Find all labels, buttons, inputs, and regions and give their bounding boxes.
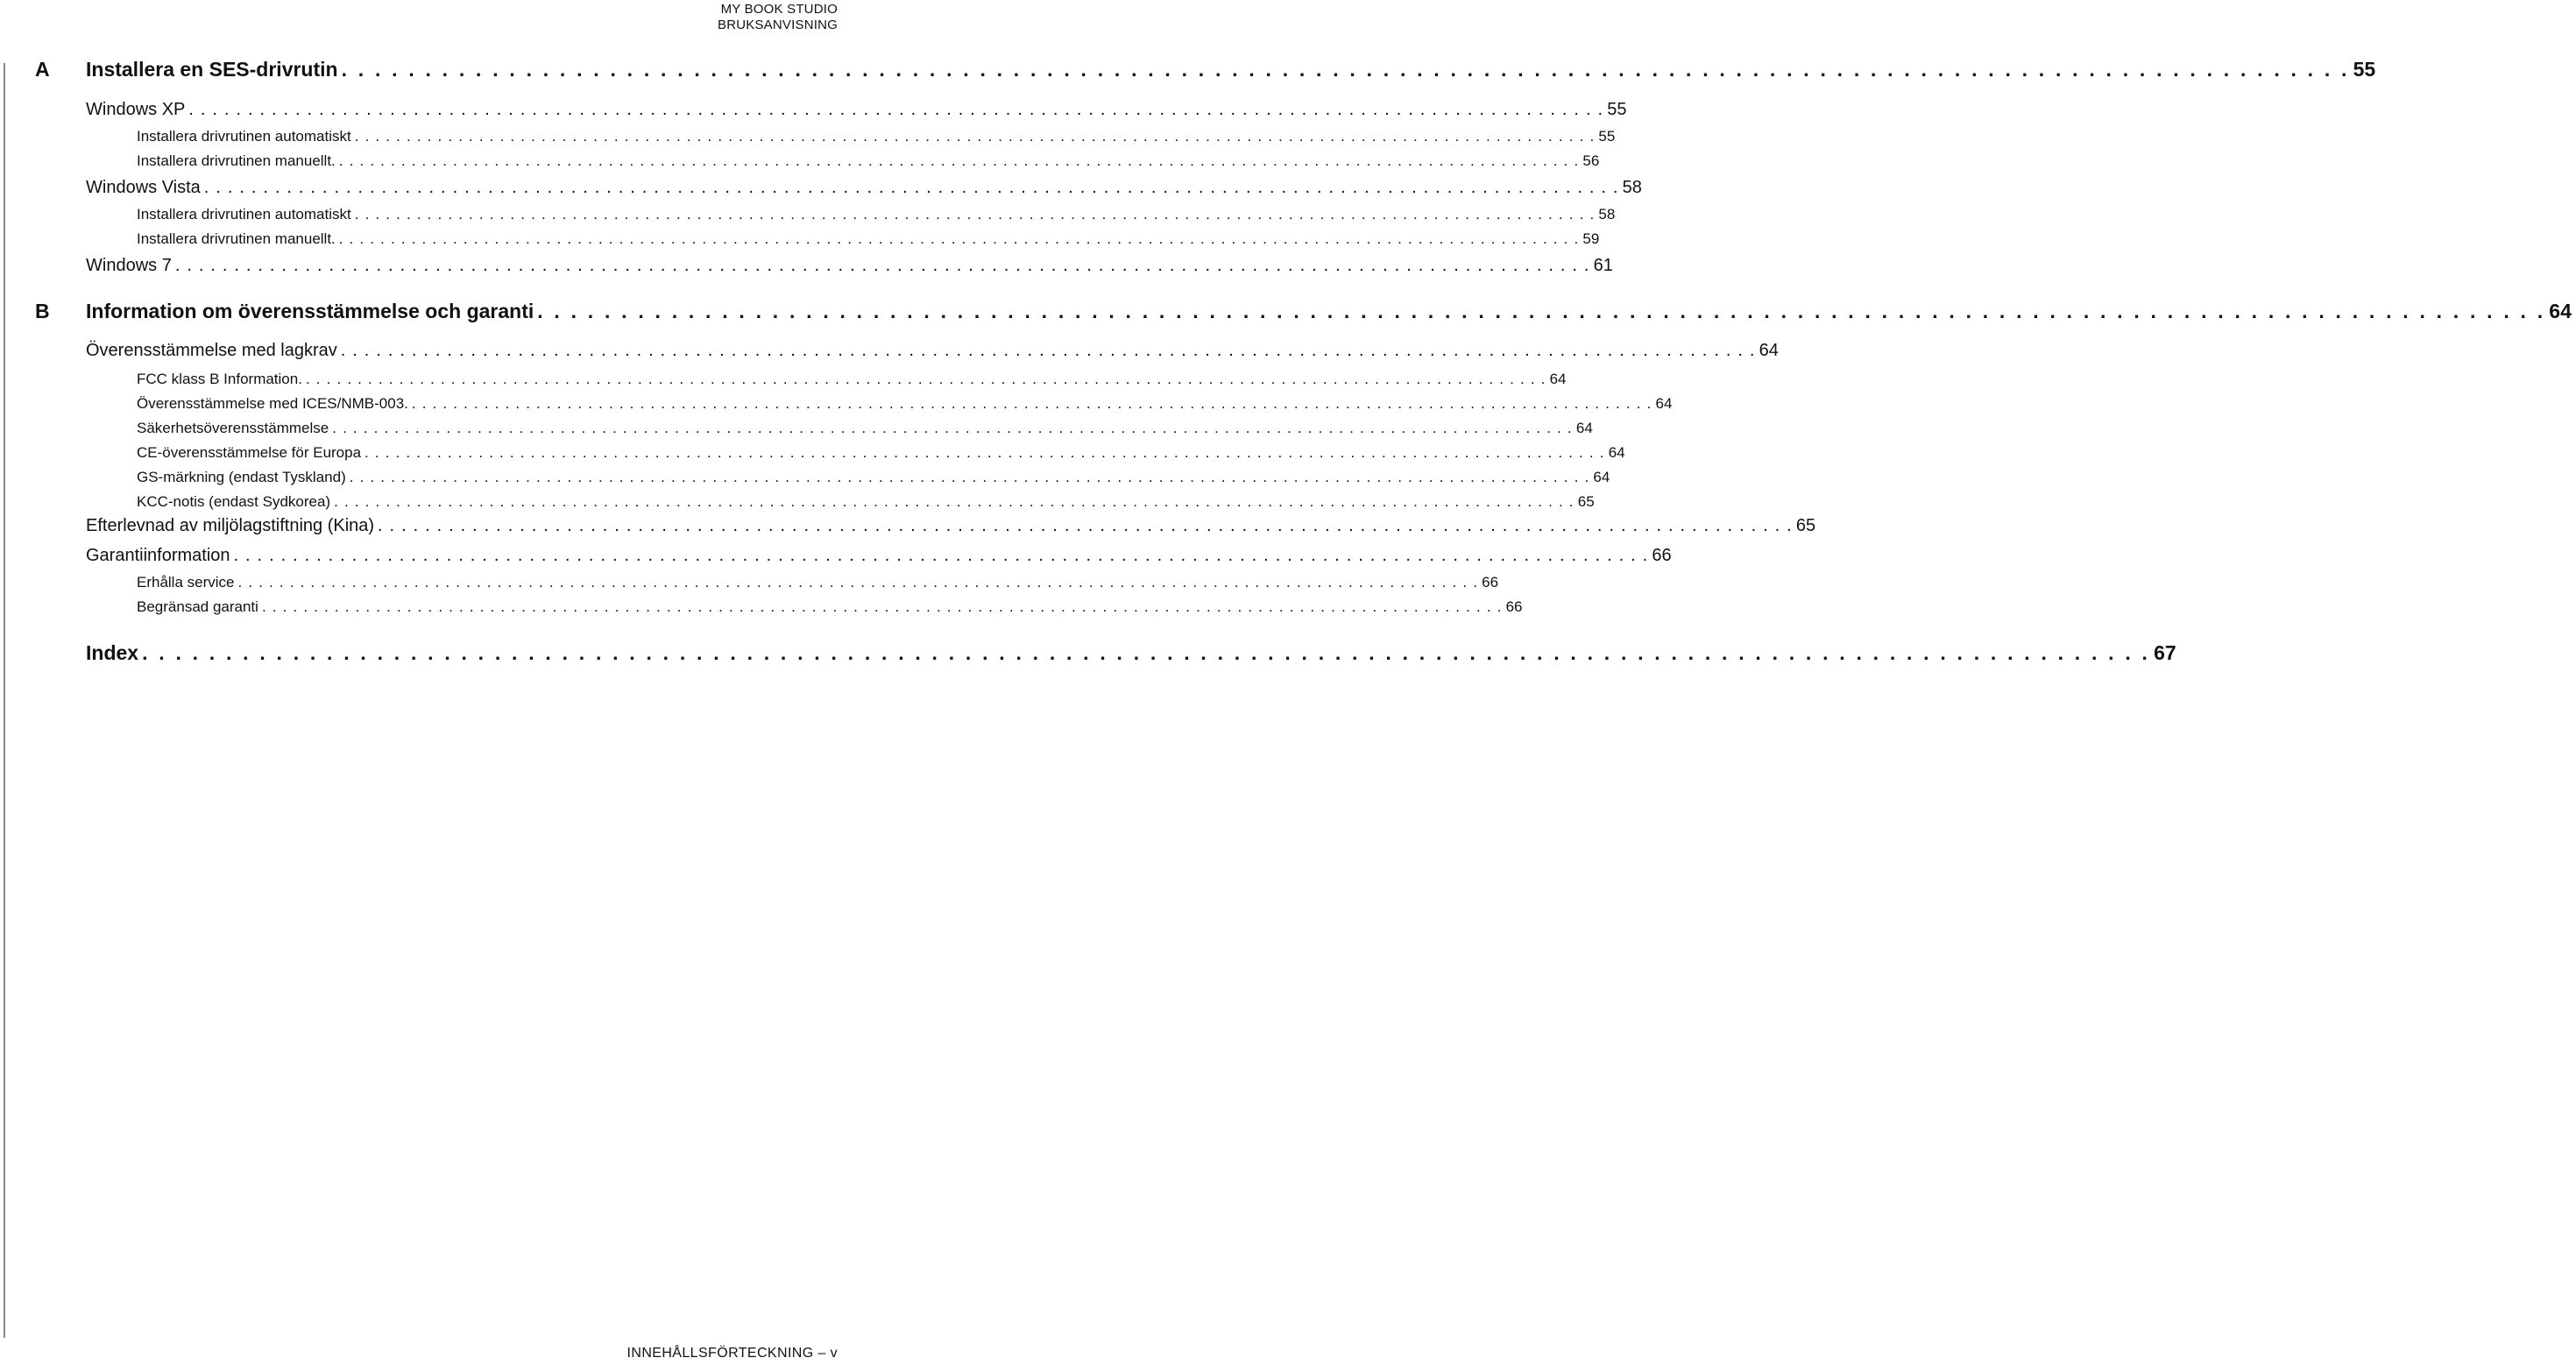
toc-entry[interactable] <box>0 371 1567 388</box>
toc-entry-title: KCC-notis (endast Sydkorea) <box>137 493 331 510</box>
toc-dot-leader: . . . . . . . . . . . . . . . . . . . . . . . . . . . . . . . . . . . . . . . . . . . . . . . . . . . . . . . . . . . . . . . . . . . . . . . . . . . . . . . . . . . . . . . . . . . . . . . . . . . . . . . . . . . . . . . . . . . . . . . . <box>341 58 2350 81</box>
toc-entry-title: Begränsad garanti <box>137 598 258 615</box>
toc-entry-title: Installera drivrutinen manuellt. <box>137 152 336 169</box>
header-product-title: MY BOOK STUDIO <box>720 2 838 17</box>
toc-entry[interactable] <box>0 256 1613 276</box>
toc-dot-leader: . . . . . . . . . . . . . . . . . . . . . . . . . . . . . . . . . . . . . . . . . . . . . . . . . . . . . . . . . . . . . . . . . . . . . . . . . . . . . . . . . . . . . . . . . . . . . . . . . . . . . . . . . . . . . . . . . . . . . . . . <box>334 493 1575 510</box>
toc-dot-leader: . . . . . . . . . . . . . . . . . . . . . . . . . . . . . . . . . . . . . . . . . . . . . . . . . . . . . . . . . . . . . . . . . . . . . . . . . . . . . . . . . . . . . . . . . . . . . . . . . . . . . . . . . . . . . . . . . . . . . . . . <box>537 300 2546 322</box>
toc-entry-title: Installera drivrutinen manuellt. <box>137 230 336 247</box>
toc-page-number: 66 <box>1652 546 1672 565</box>
toc-entry-title: Installera drivrutinen automatiskt <box>137 206 351 223</box>
toc-page-number: 55 <box>1598 128 1616 145</box>
toc-entry[interactable] <box>0 444 1625 462</box>
toc-entry[interactable] <box>0 206 1616 223</box>
toc-entry[interactable] <box>0 128 1616 145</box>
toc-entry-title: Windows 7 <box>86 256 172 275</box>
toc-entry[interactable] <box>0 546 1672 566</box>
margin-rule <box>4 63 5 1338</box>
toc-entry[interactable] <box>0 641 2176 665</box>
toc-entry[interactable] <box>0 100 1627 120</box>
toc-dot-leader: . . . . . . . . . . . . . . . . . . . . . . . . . . . . . . . . . . . . . . . . . . . . . . . . . . . . . . . . . . . . . . . . . . . . . . . . . . . . . . . . . . . . . . . . . . . . . . . . . . . . . . . . . . . . . . . . . . . . . . . . <box>332 420 1573 436</box>
toc-page-number: 55 <box>2353 58 2376 81</box>
toc-entry[interactable] <box>0 516 1816 536</box>
toc-page-number: 66 <box>1482 574 1499 591</box>
toc-entry-title: Garantiinformation <box>86 546 230 565</box>
toc-page-number: 64 <box>1575 420 1593 436</box>
toc-entry[interactable] <box>0 58 2376 81</box>
toc-entry[interactable] <box>0 178 1642 198</box>
toc-dot-leader: . . . . . . . . . . . . . . . . . . . . . . . . . . . . . . . . . . . . . . . . . . . . . . . . . . . . . . . . . . . . . . . . . . . . . . . . . . . . . . . . . . . . . . . . . . . . . . . . . . . . . . . . . . . . . . . . . . . . . . . . <box>203 178 1619 197</box>
toc-entry-title: Överensstämmelse med lagkrav <box>86 341 337 360</box>
toc-dot-leader: . . . . . . . . . . . . . . . . . . . . . . . . . . . . . . . . . . . . . . . . . . . . . . . . . . . . . . . . . . . . . . . . . . . . . . . . . . . . . . . . . . . . . . . . . . . . . . . . . . . . . . . . . . . . . . . . . . . . . . . . <box>174 256 1590 275</box>
toc-entry[interactable] <box>0 493 1595 511</box>
page-footer: INNEHÅLLSFÖRTECKNING – v <box>626 1346 838 1361</box>
toc-dot-leader: . . . . . . . . . . . . . . . . . . . . . . . . . . . . . . . . . . . . . . . . . . . . . . . . . . . . . . . . . . . . . . . . . . . . . . . . . . . . . . . . . . . . . . . . . . . . . . . . . . . . . . . . . . . . . . . . . . . . . . . . <box>237 574 1479 591</box>
toc-dot-leader: . . . . . . . . . . . . . . . . . . . . . . . . . . . . . . . . . . . . . . . . . . . . . . . . . . . . . . . . . . . . . . . . . . . . . . . . . . . . . . . . . . . . . . . . . . . . . . . . . . . . . . . . . . . . . . . . . . . . . . . . <box>364 444 1605 461</box>
toc-entry-title: Index <box>86 641 139 664</box>
toc-entry-title: Säkerhetsöverensstämmelse <box>137 420 329 436</box>
toc-dot-leader: . . . . . . . . . . . . . . . . . . . . . . . . . . . . . . . . . . . . . . . . . . . . . . . . . . . . . . . . . . . . . . . . . . . . . . . . . . . . . . . . . . . . . . . . . . . . . . . . . . . . . . . . . . . . . . . . . . . . . . . . <box>338 230 1580 247</box>
toc-entry[interactable] <box>0 152 1600 170</box>
toc-page-number: 64 <box>1593 469 1610 485</box>
toc-page-number: 58 <box>1622 178 1642 197</box>
toc-dot-leader: . . . . . . . . . . . . . . . . . . . . . . . . . . . . . . . . . . . . . . . . . . . . . . . . . . . . . . . . . . . . . . . . . . . . . . . . . . . . . . . . . . . . . . . . . . . . . . . . . . . . . . . . . . . . . . . . . . . . . . . . <box>340 341 1756 360</box>
toc-dot-leader: . . . . . . . . . . . . . . . . . . . . . . . . . . . . . . . . . . . . . . . . . . . . . . . . . . . . . . . . . . . . . . . . . . . . . . . . . . . . . . . . . . . . . . . . . . . . . . . . . . . . . . . . . . . . . . . . . . . . . . . . <box>354 206 1596 223</box>
toc-dot-leader: . . . . . . . . . . . . . . . . . . . . . . . . . . . . . . . . . . . . . . . . . . . . . . . . . . . . . . . . . . . . . . . . . . . . . . . . . . . . . . . . . . . . . . . . . . . . . . . . . . . . . . . . . . . . . . . . . . . . . . . . <box>354 128 1596 145</box>
toc-entry-title: Installera drivrutinen automatiskt <box>137 128 351 145</box>
toc-page-number: 64 <box>2549 300 2572 322</box>
toc-page-number: 64 <box>1549 371 1567 387</box>
toc-entry-title: Installera en SES-drivrutin <box>86 58 338 81</box>
toc-page-number: 64 <box>1655 395 1673 412</box>
toc-page-number: 65 <box>1577 493 1595 510</box>
toc-page-number: 67 <box>2154 641 2176 664</box>
toc-entry[interactable] <box>0 469 1610 486</box>
toc-entry[interactable] <box>0 598 1523 616</box>
toc-dot-leader: . . . . . . . . . . . . . . . . . . . . . . . . . . . . . . . . . . . . . . . . . . . . . . . . . . . . . . . . . . . . . . . . . . . . . . . . . . . . . . . . . . . . . . . . . . . . . . . . . . . . . . . . . . . . . . . . . . . . . . . . <box>233 546 1649 565</box>
toc-entry-title: Information om överensstämmelse och garanti <box>86 300 534 322</box>
toc-page-number: 55 <box>1607 100 1627 119</box>
toc-entry-title: GS-märkning (endast Tyskland) <box>137 469 346 485</box>
header-manual-title: BRUKSANVISNING <box>718 18 838 32</box>
toc-entry[interactable] <box>0 574 1499 591</box>
toc-page-number: 64 <box>1608 444 1625 461</box>
toc-page-number: 59 <box>1582 230 1600 247</box>
toc-dot-leader: . . . . . . . . . . . . . . . . . . . . . . . . . . . . . . . . . . . . . . . . . . . . . . . . . . . . . . . . . . . . . . . . . . . . . . . . . . . . . . . . . . . . . . . . . . . . . . . . . . . . . . . . . . . . . . . . . . . . . . . . <box>261 598 1503 615</box>
toc-page-number: 58 <box>1598 206 1616 223</box>
toc-entry-title: Windows XP <box>86 100 186 119</box>
toc-dot-leader: . . . . . . . . . . . . . . . . . . . . . . . . . . . . . . . . . . . . . . . . . . . . . . . . . . . . . . . . . . . . . . . . . . . . . . . . . . . . . . . . . . . . . . . . . . . . . . . . . . . . . . . . . . . . . . . . . . . . . . . . <box>378 516 1793 535</box>
toc-entry[interactable] <box>0 300 2572 323</box>
toc-appendix-letter: A <box>35 58 50 81</box>
toc-page-number: 61 <box>1593 256 1613 275</box>
toc-entry-title: Erhålla service <box>137 574 235 591</box>
toc-entry[interactable] <box>0 341 1779 361</box>
toc-dot-leader: . . . . . . . . . . . . . . . . . . . . . . . . . . . . . . . . . . . . . . . . . . . . . . . . . . . . . . . . . . . . . . . . . . . . . . . . . . . . . . . . . . . . . . . . . . . . . . . . . . . . . . . . . . . . . . . . . . . . . . . . <box>305 371 1546 387</box>
toc-dot-leader: . . . . . . . . . . . . . . . . . . . . . . . . . . . . . . . . . . . . . . . . . . . . . . . . . . . . . . . . . . . . . . . . . . . . . . . . . . . . . . . . . . . . . . . . . . . . . . . . . . . . . . . . . . . . . . . . . . . . . . . . <box>338 152 1580 169</box>
toc-entry-title: CE-överensstämmelse för Europa <box>137 444 362 461</box>
toc-entry-title: Överensstämmelse med ICES/NMB-003. <box>137 395 408 412</box>
toc-dot-leader: . . . . . . . . . . . . . . . . . . . . . . . . . . . . . . . . . . . . . . . . . . . . . . . . . . . . . . . . . . . . . . . . . . . . . . . . . . . . . . . . . . . . . . . . . . . . . . . . . . . . . . . . . . . . . . . . . . . . . . . . <box>411 395 1652 412</box>
toc-entry-title: Efterlevnad av miljölagstiftning (Kina) <box>86 516 375 535</box>
toc-page-number: 56 <box>1582 152 1600 169</box>
toc-entry[interactable] <box>0 230 1600 248</box>
running-header <box>718 2 838 33</box>
toc-dot-leader: . . . . . . . . . . . . . . . . . . . . . . . . . . . . . . . . . . . . . . . . . . . . . . . . . . . . . . . . . . . . . . . . . . . . . . . . . . . . . . . . . . . . . . . . . . . . . . . . . . . . . . . . . . . . . . . . . . . . . . . . <box>188 100 1604 119</box>
toc-entry-title: Windows Vista <box>86 178 201 197</box>
toc-dot-leader: . . . . . . . . . . . . . . . . . . . . . . . . . . . . . . . . . . . . . . . . . . . . . . . . . . . . . . . . . . . . . . . . . . . . . . . . . . . . . . . . . . . . . . . . . . . . . . . . . . . . . . . . . . . . . . . . . . . . . . . . <box>349 469 1590 485</box>
toc-entry-title: FCC klass B Information. <box>137 371 302 387</box>
toc-entry[interactable] <box>0 395 1673 413</box>
toc-page-number: 66 <box>1505 598 1523 615</box>
toc-appendix-letter: B <box>35 300 50 322</box>
toc-page-number: 64 <box>1759 341 1779 360</box>
toc-entry[interactable] <box>0 420 1593 437</box>
toc-dot-leader: . . . . . . . . . . . . . . . . . . . . . . . . . . . . . . . . . . . . . . . . . . . . . . . . . . . . . . . . . . . . . . . . . . . . . . . . . . . . . . . . . . . . . . . . . . . . . . . . . . . . . . . . . . . . . . . . . . . . . . . . <box>142 641 2151 664</box>
toc-page-number: 65 <box>1795 516 1816 535</box>
